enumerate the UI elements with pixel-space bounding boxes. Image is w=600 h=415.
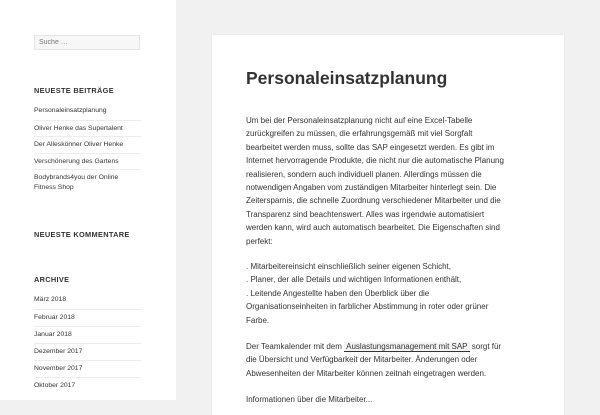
article-paragraph bbox=[246, 340, 504, 380]
paragraph-text: Der Teamkalender mit dem bbox=[246, 342, 345, 351]
recent-post-link[interactable]: Personaleinsatzplanung bbox=[34, 107, 107, 114]
article-card bbox=[212, 35, 564, 415]
archive-link[interactable]: Februar 2018 bbox=[34, 309, 141, 326]
sidebar bbox=[0, 0, 176, 400]
feature-list-item: . Leitende Angestellte haben den Überblick über die Organisationseinheiten in farblicher Abstimmung in roter oder grüner Farbe. bbox=[246, 288, 489, 325]
article-paragraph: Informationen über die Mitarbeiter... bbox=[246, 395, 373, 404]
archive-link[interactable]: März 2018 bbox=[34, 296, 67, 303]
search-input[interactable] bbox=[34, 35, 140, 50]
recent-posts-list bbox=[34, 103, 141, 196]
sap-workload-link[interactable]: Auslastungsmanagement mit SAP bbox=[346, 342, 468, 351]
recent-post-link[interactable]: Der Alleskönner Oliver Henke bbox=[34, 136, 141, 153]
article-paragraph: Um bei der Personaleinsatzplanung nicht auf eine Excel-Tabelle zurückgreifen zu müssen, die erfahrungsgemäß mit viel Sorgfalt bearbeitet werden muss, sollte das SAP eingesetzt werden. Es gibt im Internet hervorragende Produkte, die nicht nur die automatische Planung realisieren, sondern auch individuell planen. Allerdings müssen die notwendigen Angaben vom zuständigen Mitarbeiter hinterlegt sein. Die Zeitersparnis, die schnelle Zuordnung verschiedener Mitarbeiter und die Transparenz sind beachtenswert. Alles was irgendwie automatisiert werden kann, wird auch automatisch bearbeitet. Die Eigenschaften sind perfekt: bbox=[246, 116, 504, 246]
recent-posts-title: NEUESTE BEITRÄGE bbox=[34, 86, 114, 95]
recent-post-link[interactable]: Bodybrands4you der Online Fitness Shop bbox=[34, 169, 141, 196]
archive-link[interactable]: November 2017 bbox=[34, 360, 141, 377]
paragraph-text: sorgt für die Übersicht und Verfügbarkeit der Mitarbeiter. Änderungen oder Abwesenheiten der Mitarbeiter können zeitnah eingetragen werden. bbox=[246, 342, 502, 378]
archive-link[interactable]: Oktober 2017 bbox=[34, 377, 141, 394]
archive-title: ARCHIVE bbox=[34, 275, 70, 284]
recent-post-link[interactable]: Verschönerung des Gartens bbox=[34, 153, 141, 170]
archive-list bbox=[34, 292, 141, 394]
archive-link[interactable]: Januar 2018 bbox=[34, 326, 141, 343]
archive-link[interactable]: Dezember 2017 bbox=[34, 343, 141, 360]
feature-list-item: . Mitarbeitereinsicht einschließlich seiner eigenen Schicht, bbox=[246, 262, 451, 271]
recent-post-link[interactable]: Oliver Henke das Supertalent bbox=[34, 120, 141, 137]
recent-comments-title: NEUESTE KOMMENTARE bbox=[34, 230, 130, 239]
feature-list bbox=[246, 260, 504, 327]
feature-list-item: . Planer, der alle Details und wichtigen Informationen enthält, bbox=[246, 275, 462, 285]
article-title: Personaleinsatzplanung bbox=[246, 68, 448, 88]
